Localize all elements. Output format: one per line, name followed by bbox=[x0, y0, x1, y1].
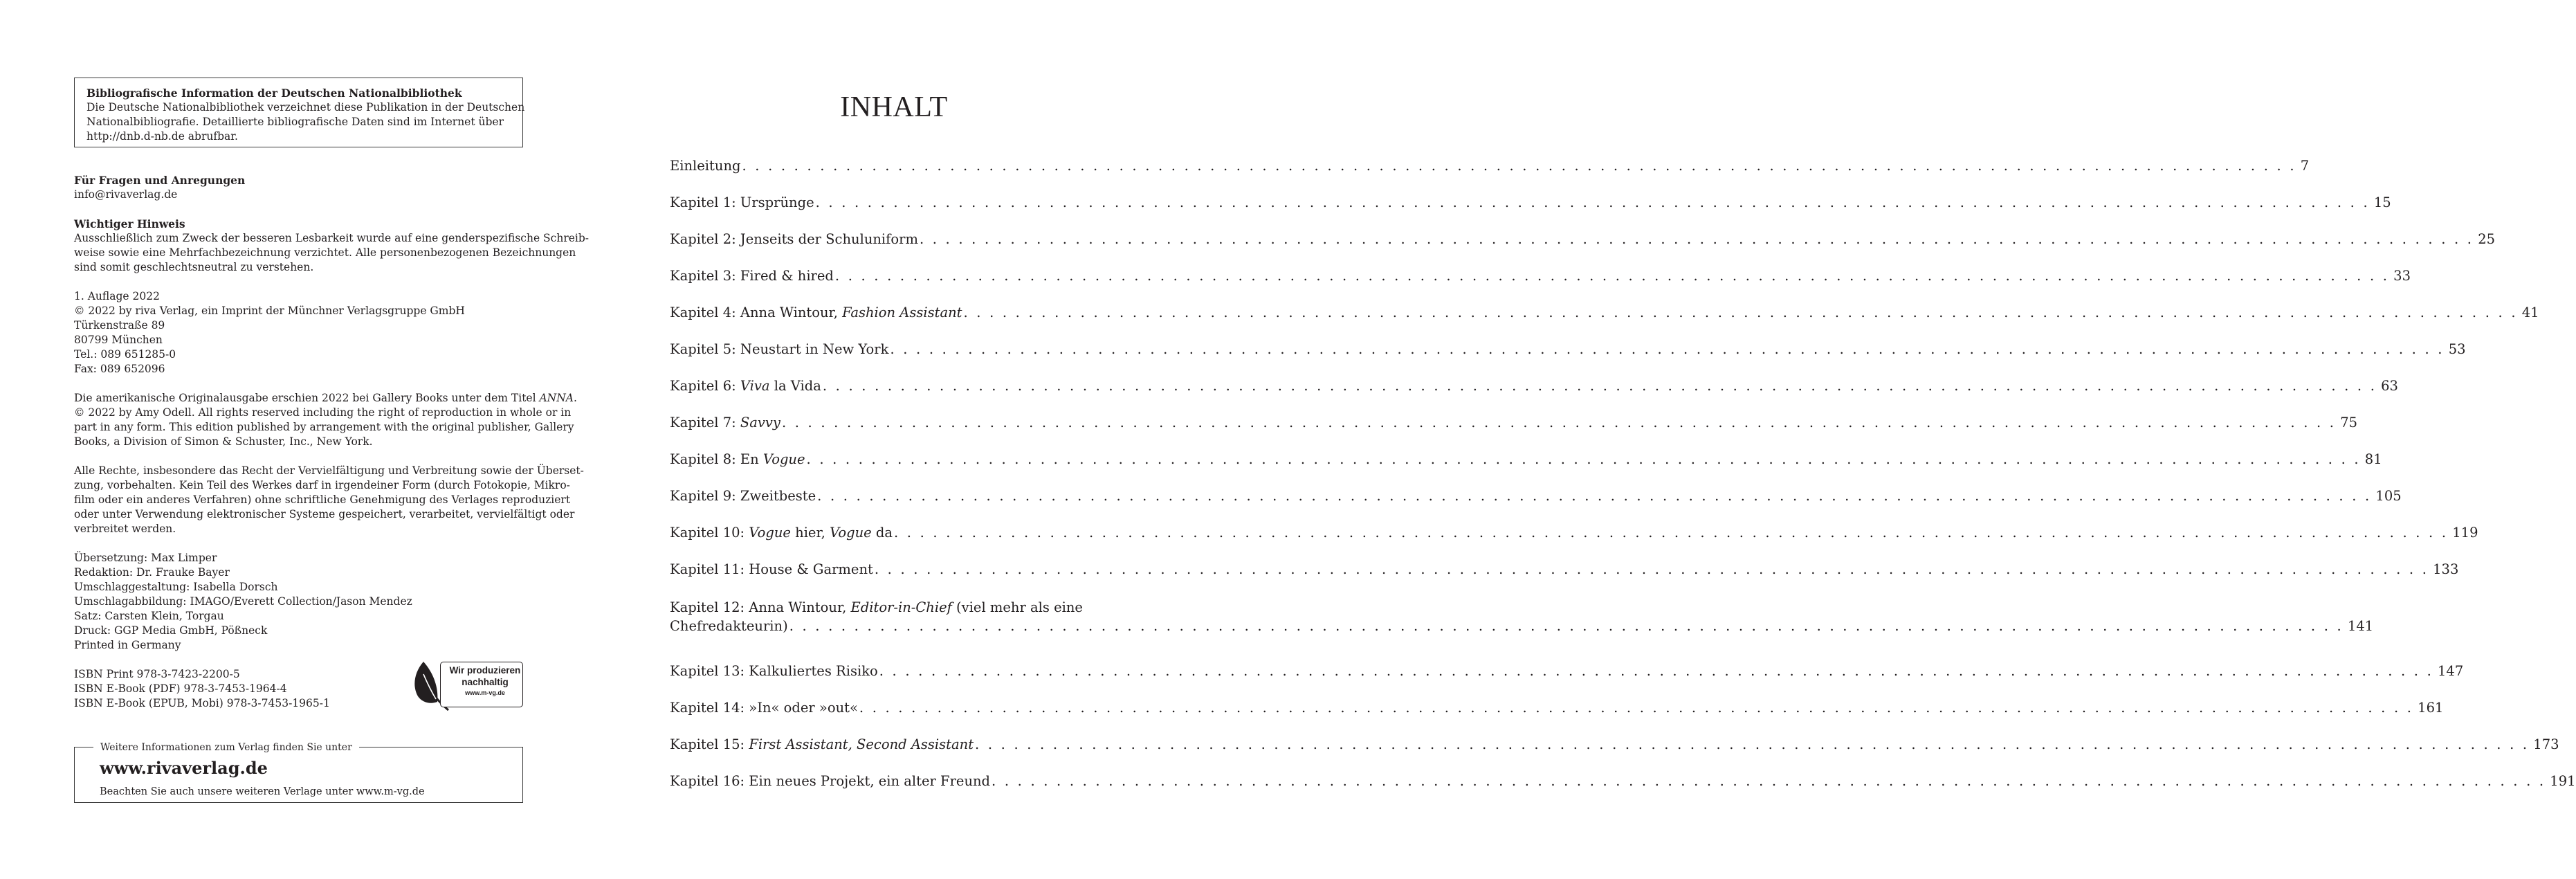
bib-line: Nationalbibliografie. Detaillierte bibliografische Daten sind im Internet über bbox=[86, 116, 504, 128]
toc-page-number: 133 bbox=[2433, 561, 2459, 577]
toc-row bbox=[670, 698, 2444, 717]
toc-label-text: Kapitel 2: Jenseits der Schuluniform bbox=[670, 231, 918, 247]
bib-line: Die Deutsche Nationalbibliothek verzeichnet diese Publikation in der Deutschen bbox=[86, 101, 525, 114]
original-end: . bbox=[574, 392, 577, 404]
toc-label-text: Kapitel 4: Anna Wintour, bbox=[670, 305, 843, 320]
toc-page-number: 105 bbox=[2375, 488, 2402, 504]
publisher-url[interactable]: www.rivaverlag.de bbox=[100, 758, 268, 778]
toc-label-text: Kapitel 1: Ursprünge bbox=[670, 194, 814, 210]
toc-label bbox=[670, 772, 990, 790]
original-line: © 2022 by Amy Odell. All rights reserved including the right of reproduction in whole or in bbox=[74, 406, 572, 419]
toc-page-number: 141 bbox=[2347, 618, 2374, 634]
imprint-line: 80799 München bbox=[74, 334, 163, 346]
isbn-block bbox=[74, 667, 337, 711]
toc-row bbox=[670, 193, 2391, 212]
toc-label-text: hier, bbox=[790, 525, 830, 541]
toc-label-text: Kapitel 6: bbox=[670, 378, 740, 394]
notice-line: Ausschließlich zum Zweck der besseren Lesbarkeit wurde auf eine genderspezifische Schreib- bbox=[74, 232, 590, 244]
toc-row bbox=[670, 230, 2496, 248]
credit-line: Printed in Germany bbox=[74, 639, 181, 651]
credit-line: Umschlagabbildung: IMAGO/Everett Collection/Jason Mendez bbox=[74, 595, 412, 608]
notice-line: weise sowie eine Mehrfachbezeichnung verzichtet. Alle personenbezogenen Bezeichnungen bbox=[74, 246, 576, 259]
badge-url: www.m-vg.de bbox=[465, 689, 505, 696]
toc-label bbox=[670, 303, 962, 322]
toc-row bbox=[670, 662, 2464, 680]
toc-page-number: 15 bbox=[2373, 194, 2391, 210]
toc-label-text: Kapitel 12: Anna Wintour, bbox=[670, 599, 851, 615]
badge-text bbox=[447, 664, 523, 698]
toc-entry[interactable] bbox=[670, 598, 2374, 635]
toc-row bbox=[670, 487, 2402, 505]
toc-label bbox=[670, 450, 805, 469]
original-line bbox=[74, 391, 577, 406]
toc-label-italic: Vogue bbox=[762, 451, 805, 467]
toc-row bbox=[670, 156, 2310, 175]
toc-label-text: Kapitel 14: »In« oder »out« bbox=[670, 700, 858, 716]
rights-line: Alle Rechte, insbesondere das Recht der Vervielfältigung und Verbreitung sowie der Überset- bbox=[74, 464, 584, 477]
imprint-line: Fax: 089 652096 bbox=[74, 363, 165, 375]
toc-label bbox=[670, 487, 816, 505]
toc-label-text: Kapitel 8: En bbox=[670, 451, 763, 467]
bib-line: http://dnb.d-nb.de abrufbar. bbox=[86, 130, 238, 143]
toc-label bbox=[670, 193, 814, 212]
toc-label-text: la Vida bbox=[769, 378, 821, 394]
imprint-line: Tel.: 089 651285-0 bbox=[74, 348, 176, 361]
contact-email[interactable]: info@rivaverlag.de bbox=[74, 188, 178, 201]
publisher-info-box bbox=[74, 742, 523, 803]
credit-line: Druck: GGP Media GmbH, Pößneck bbox=[74, 624, 268, 637]
toc-entry[interactable] bbox=[670, 523, 2478, 542]
toc-label-italic: Fashion Assistant bbox=[842, 305, 962, 320]
toc-label-text: Kapitel 7: bbox=[670, 415, 740, 431]
toc-page-number: 119 bbox=[2452, 525, 2478, 541]
toc-label-text: Einleitung bbox=[670, 158, 741, 174]
toc-leader: . . . . . . . . . . . . . . . . . . . . . . . . . . . . . . . . . . . . . . . . . . . . . . . . . . . . . . . . . . . . . . . . . . . . . . . . . . . . . . . . . . . . . . . . . . . . . . . . . . . . . . . . . . . . . . . . . . . . . . . . bbox=[806, 451, 2361, 467]
toc-label-text: Kapitel 15: bbox=[670, 736, 749, 752]
toc-entry[interactable] bbox=[670, 735, 2559, 754]
toc-entry[interactable] bbox=[670, 303, 2539, 322]
credit-line: Übersetzung: Max Limper bbox=[74, 552, 217, 564]
toc-row bbox=[670, 266, 2411, 285]
toc-leader: . . . . . . . . . . . . . . . . . . . . . . . . . . . . . . . . . . . . . . . . . . . . . . . . . . . . . . . . . . . . . . . . . . . . . . . . . . . . . . . . . . . . . . . . . . . . . . . . . . . . . . . . . . . . . . . . . . . . . . . . bbox=[963, 305, 2518, 320]
toc-label-italic: Vogue bbox=[830, 525, 872, 541]
credits-block bbox=[74, 551, 523, 653]
toc-label-text: Kapitel 9: Zweitbeste bbox=[670, 488, 816, 504]
toc-label bbox=[670, 156, 740, 175]
toc-entry[interactable] bbox=[670, 413, 2358, 432]
toc-label-italic: First Assistant, Second Assistant bbox=[749, 736, 974, 752]
toc-row bbox=[670, 413, 2358, 432]
toc-leader: . . . . . . . . . . . . . . . . . . . . . . . . . . . . . . . . . . . . . . . . . . . . . . . . . . . . . . . . . . . . . . . . . . . . . . . . . . . . . . . . . . . . . . . . . . . . . . . . . . . . . . . . . . . . . . . . . . . . . . . . bbox=[815, 194, 2370, 210]
isbn-line: ISBN Print 978-3-7423-2200-5 bbox=[74, 668, 240, 680]
credit-line: Umschlaggestaltung: Isabella Dorsch bbox=[74, 581, 278, 593]
toc-label bbox=[670, 413, 780, 432]
rights-block bbox=[74, 464, 584, 536]
rights-line: film oder ein anderes Verfahren) ohne schriftliche Genehmigung des Verlages reproduziert bbox=[74, 493, 571, 506]
toc-entry[interactable] bbox=[670, 698, 2444, 717]
toc-page-number: 7 bbox=[2300, 158, 2310, 174]
badge-line1: Wir produzieren bbox=[449, 665, 521, 676]
toc-label-text: da bbox=[871, 525, 893, 541]
toc-label-italic: Savvy bbox=[740, 415, 780, 431]
toc-leader: . . . . . . . . . . . . . . . . . . . . . . . . . . . . . . . . . . . . . . . . . . . . . . . . . . . . . . . . . . . . . . . . . . . . . . . . . . . . . . . . . . . . . . . . . . . . . . . . . . . . . . . . . . . . . . . . . . . . . . . . bbox=[894, 525, 2449, 541]
toc-label-line1 bbox=[670, 598, 1118, 617]
toc-page-number: 63 bbox=[2381, 378, 2398, 394]
toc-leader: . . . . . . . . . . . . . . . . . . . . . . . . . . . . . . . . . . . . . . . . . . . . . . . . . . . . . . . . . . . . . . . . . . . . . . . . . . . . . . . . . . . . . . . . . . . . . . . . . . . . . . . . . . . . . . . . . . . . . . . . bbox=[834, 268, 2390, 284]
toc-page-number: 41 bbox=[2521, 305, 2539, 320]
toc-page-number: 173 bbox=[2533, 736, 2559, 752]
toc-page-number: 147 bbox=[2438, 663, 2464, 679]
credit-line: Satz: Carsten Klein, Torgau bbox=[74, 610, 224, 622]
original-text: Die amerikanische Originalausgabe erschien 2022 bei Gallery Books unter dem Titel bbox=[74, 392, 540, 404]
toc-label-text: Kapitel 5: Neustart in New York bbox=[670, 341, 889, 357]
original-line: Books, a Division of Simon & Schuster, Inc., New York. bbox=[74, 435, 373, 448]
toc-label bbox=[670, 698, 858, 717]
toc-label bbox=[670, 662, 878, 680]
toc-label-italic: Editor-in-Chief bbox=[850, 599, 952, 615]
toc-row bbox=[670, 303, 2539, 322]
toc-row bbox=[670, 377, 2398, 395]
toc-leader: . . . . . . . . . . . . . . . . . . . . . . . . . . . . . . . . . . . . . . . . . . . . . . . . . . . . . . . . . . . . . . . . . . . . . . . . . . . . . . . . . . . . . . . . . . . . . . . . . . . . . . . . . . . . . . . . . . . . . . . . bbox=[781, 415, 2337, 431]
credit-line: Redaktion: Dr. Frauke Bayer bbox=[74, 566, 230, 579]
toc-entry[interactable] bbox=[670, 662, 2464, 680]
notice-heading: Wichtiger Hinweis bbox=[74, 217, 185, 230]
toc-leader: . . . . . . . . . . . . . . . . . . . . . . . . . . . . . . . . . . . . . . . . . . . . . . . . . . . . . . . . . . . . . . . . . . . . . . . . . . . . . . . . . . . . . . . . . . . . . . . . . . . . . . . . . . . . . . . . . . . . . . . . bbox=[890, 341, 2445, 357]
toc-label bbox=[670, 523, 893, 542]
info-legend: Weitere Informationen zum Verlag finden Sie unter bbox=[93, 741, 359, 754]
toc-row bbox=[670, 735, 2559, 754]
contact-block bbox=[74, 173, 523, 202]
toc-label-text: Kapitel 11: House & Garment bbox=[670, 561, 873, 577]
rights-line: oder unter Verwendung elektronischer Systeme gespeichert, verarbeitet, vervielfältigt oder bbox=[74, 508, 575, 520]
toc-entry[interactable] bbox=[670, 487, 2402, 505]
rights-line: zung, vorbehalten. Kein Teil des Werkes darf in irgendeiner Form (durch Fotokopie, Mikro- bbox=[74, 479, 570, 491]
toc-entry[interactable] bbox=[670, 377, 2398, 395]
toc-title: INHALT bbox=[840, 91, 948, 123]
toc-row bbox=[670, 772, 2576, 790]
imprint-line: Türkenstraße 89 bbox=[74, 319, 165, 332]
toc-leader: . . . . . . . . . . . . . . . . . . . . . . . . . . . . . . . . . . . . . . . . . . . . . . . . . . . . . . . . . . . . . . . . . . . . . . . . . . . . . . . . . . . . . . . . . . . . . . . . . . . . . . . . . . . . . . . . . . . . . . . . bbox=[789, 618, 2344, 634]
toc-label-text: (viel mehr als eine bbox=[951, 599, 1083, 615]
toc-leader: . . . . . . . . . . . . . . . . . . . . . . . . . . . . . . . . . . . . . . . . . . . . . . . . . . . . . . . . . . . . . . . . . . . . . . . . . . . . . . . . . . . . . . . . . . . . . . . . . . . . . . . . . . . . . . . . . . . . . . . . bbox=[822, 378, 2377, 394]
toc-row bbox=[670, 560, 2459, 579]
toc-page-number: 75 bbox=[2340, 415, 2358, 431]
notice-block bbox=[74, 217, 590, 275]
toc-page-number: 33 bbox=[2393, 268, 2411, 284]
toc-label bbox=[670, 735, 974, 754]
toc-entry[interactable] bbox=[670, 560, 2459, 579]
toc-leader: . . . . . . . . . . . . . . . . . . . . . . . . . . . . . . . . . . . . . . . . . . . . . . . . . . . . . . . . . . . . . . . . . . . . . . . . . . . . . . . . . . . . . . . . . . . . . . . . . . . . . . . . . . . . . . . . . . . . . . . . bbox=[919, 231, 2474, 247]
bib-title: Bibliografische Information der Deutschen Nationalbibliothek bbox=[86, 87, 462, 100]
isbn-line: ISBN E-Book (EPUB, Mobi) 978-3-7453-1965-1 bbox=[74, 697, 330, 709]
toc-entry[interactable] bbox=[670, 156, 2310, 175]
toc-entry[interactable] bbox=[670, 266, 2411, 285]
toc-page-number: 81 bbox=[2364, 451, 2382, 467]
notice-line: sind somit geschlechtsneutral zu verstehen. bbox=[74, 261, 314, 273]
toc-row bbox=[670, 523, 2478, 542]
bibliographic-info-box bbox=[74, 78, 523, 147]
toc-row bbox=[670, 617, 2374, 635]
toc-leader: . . . . . . . . . . . . . . . . . . . . . . . . . . . . . . . . . . . . . . . . . . . . . . . . . . . . . . . . . . . . . . . . . . . . . . . . . . . . . . . . . . . . . . . . . . . . . . . . . . . . . . . . . . . . . . . . . . . . . . . . bbox=[975, 736, 2530, 752]
toc-label-text: Kapitel 3: Fired & hired bbox=[670, 268, 834, 284]
toc-label-text: Kapitel 10: bbox=[670, 525, 749, 541]
original-title: ANNA bbox=[539, 392, 574, 404]
toc-label bbox=[670, 266, 834, 285]
toc-label bbox=[670, 340, 888, 359]
toc-leader: . . . . . . . . . . . . . . . . . . . . . . . . . . . . . . . . . . . . . . . . . . . . . . . . . . . . . . . . . . . . . . . . . . . . . . . . . . . . . . . . . . . . . . . . . . . . . . . . . . . . . . . . . . . . . . . . . . . . . . . . bbox=[874, 561, 2429, 577]
imprint-block bbox=[74, 289, 523, 377]
toc-label-italic: Viva bbox=[740, 378, 770, 394]
sustainability-badge bbox=[411, 659, 523, 710]
toc-label bbox=[670, 560, 873, 579]
toc-leader: . . . . . . . . . . . . . . . . . . . . . . . . . . . . . . . . . . . . . . . . . . . . . . . . . . . . . . . . . . . . . . . . . . . . . . . . . . . . . . . . . . . . . . . . . . . . . . . . . . . . . . . . . . . . . . . . . . . . . . . . bbox=[879, 663, 2433, 679]
toc-entry[interactable] bbox=[670, 230, 2496, 248]
info-footer: Beachten Sie auch unsere weiteren Verlage unter www.m-vg.de bbox=[100, 786, 425, 797]
original-edition-block bbox=[74, 391, 577, 449]
toc-entry[interactable] bbox=[670, 193, 2391, 212]
badge-line2: nachhaltig bbox=[462, 677, 509, 687]
toc-leader: . . . . . . . . . . . . . . . . . . . . . . . . . . . . . . . . . . . . . . . . . . . . . . . . . . . . . . . . . . . . . . . . . . . . . . . . . . . . . . . . . . . . . . . . . . . . . . . . . . . . . . . . . . . . . . . . . . . . . . . . bbox=[992, 773, 2546, 789]
toc-entry[interactable] bbox=[670, 772, 2576, 790]
toc-label-text: Kapitel 13: Kalkuliertes Risiko bbox=[670, 663, 878, 679]
toc-entry[interactable] bbox=[670, 450, 2382, 469]
isbn-line: ISBN E-Book (PDF) 978-3-7453-1964-4 bbox=[74, 682, 287, 695]
toc-label-italic: Vogue bbox=[749, 525, 791, 541]
rights-line: verbreitet werden. bbox=[74, 523, 176, 535]
toc-page-number: 191 bbox=[2550, 773, 2576, 789]
toc-leader: . . . . . . . . . . . . . . . . . . . . . . . . . . . . . . . . . . . . . . . . . . . . . . . . . . . . . . . . . . . . . . . . . . . . . . . . . . . . . . . . . . . . . . . . . . . . . . . . . . . . . . . . . . . . . . . . . . . . . . . . bbox=[859, 700, 2414, 716]
toc-label-line2: Chefredakteurin) bbox=[670, 618, 788, 634]
imprint-line: © 2022 by riva Verlag, ein Imprint der Münchner Verlagsgruppe GmbH bbox=[74, 305, 465, 317]
toc-page-number: 25 bbox=[2478, 231, 2496, 247]
imprint-line: 1. Auflage 2022 bbox=[74, 290, 160, 302]
toc-leader: . . . . . . . . . . . . . . . . . . . . . . . . . . . . . . . . . . . . . . . . . . . . . . . . . . . . . . . . . . . . . . . . . . . . . . . . . . . . . . . . . . . . . . . . . . . . . . . . . . . . . . . . . . . . . . . . . . . . . . . . bbox=[817, 488, 2372, 504]
toc-entry[interactable] bbox=[670, 340, 2466, 359]
toc-label-text: Kapitel 16: Ein neues Projekt, ein alter Freund bbox=[670, 773, 991, 789]
toc-label bbox=[670, 377, 821, 395]
toc-page-number: 161 bbox=[2418, 700, 2444, 716]
toc-label bbox=[670, 230, 918, 248]
original-line: part in any form. This edition published by arrangement with the original publisher, Gallery bbox=[74, 421, 574, 433]
toc-row bbox=[670, 340, 2466, 359]
toc-leader: . . . . . . . . . . . . . . . . . . . . . . . . . . . . . . . . . . . . . . . . . . . . . . . . . . . . . . . . . . . . . . . . . . . . . . . . . . . . . . . . . . . . . . . . . . . . . . . . . . . . . . . . . . . . . . . . . . . . . . . . bbox=[742, 158, 2296, 174]
contact-heading: Für Fragen und Anregungen bbox=[74, 174, 246, 187]
toc-page-number: 53 bbox=[2448, 341, 2466, 357]
toc-row bbox=[670, 450, 2382, 469]
